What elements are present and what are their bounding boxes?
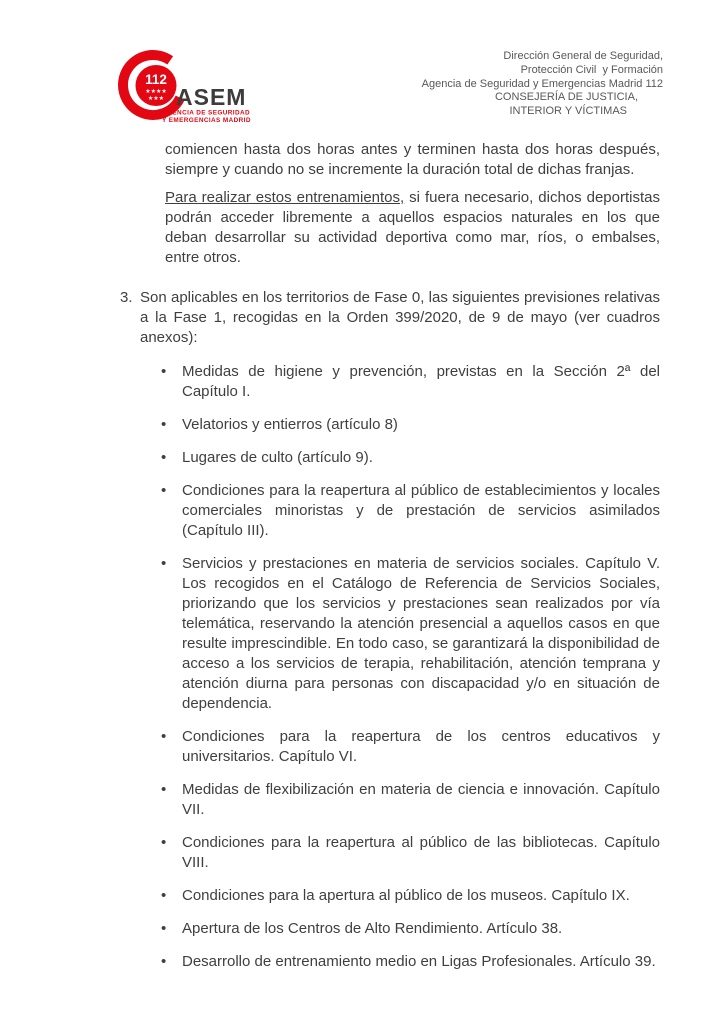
logo-subtitle-line1: AGENCIA DE SEGURIDAD [162, 109, 251, 117]
body-paragraph-1 [165, 140, 660, 180]
asem-logo-graphic [112, 43, 262, 128]
item-number: 3. [120, 289, 133, 306]
org-line-4: CONSEJERÍA DE JUSTICIA, [494, 91, 638, 104]
org-line-1: Dirección General de Seguridad, [503, 50, 663, 62]
paragraph-1-text: comiencen hasta dos horas antes y terminen hasta dos horas después, siempre y cuando no se incremente la duración total de dichas franjas. [165, 141, 660, 178]
numbered-item-3 [120, 288, 660, 348]
madrid-stars-row1: ★★★★ [145, 89, 167, 95]
bullet-list [160, 362, 660, 972]
bullet-item: • Velatorios y entierros (artículo 8) [160, 415, 660, 435]
asem-112-logo [112, 43, 262, 128]
bullet-item: • Desarrollo de entrenamiento medio en Ligas Profesionales. Artículo 39. [160, 952, 660, 972]
org-line-2: Protección Civil y Formación [520, 63, 663, 76]
paragraph-2-underlined-lead: Para realizar estos entrenamientos, [165, 189, 405, 206]
bullet-item: • Condiciones para la reapertura al público de las bibliotecas. Capítulo VIII. [160, 833, 660, 873]
bullet-item: • Servicios y prestaciones en materia de servicios sociales. Capítulo V. Los recogidos en el Catálogo de Referencia de Servicios Sociales, priorizando que los servicios y prestaciones sean realizados por vía telemática, reservando la atención presencial a aquellos casos en que resulte imprescindible. En todo caso, se garantizará la disponibilidad de acceso a los servicios de terapia, rehabilitación, atención temprana y atención diurna para personas con discapacidad y/o en situación de dependencia. [160, 554, 660, 714]
bullet-item: • Condiciones para la reapertura al público de establecimientos y locales comerciales minoristas y de prestación de servicios asimilados (Capítulo III). [160, 481, 660, 541]
org-header [422, 50, 663, 119]
paragraph-2-text: si fuera necesario, dichos deportistas podrán acceder libremente a aquellos espacios naturales en los que deban desarrollar su actividad deportiva como mar, ríos, o embalses, entre otros. [165, 189, 660, 266]
org-line-3: Agencia de Seguridad y Emergencias Madrid 112 [421, 77, 663, 90]
bullet-item: • Medidas de higiene y prevención, previstas en la Sección 2ª del Capítulo I. [160, 362, 660, 402]
bullet-item: • Lugares de culto (artículo 9). [160, 448, 660, 468]
bullet-item: • Medidas de flexibilización en materia de ciencia e innovación. Capítulo VII. [160, 780, 660, 820]
body-paragraph-2 [165, 188, 660, 268]
bullet-item: • Apertura de los Centros de Alto Rendimiento. Artículo 38. [160, 919, 660, 939]
org-line-5: INTERIOR Y VÍCTIMAS [509, 105, 627, 118]
document-body [120, 140, 660, 972]
logo-subtitle-line2: Y EMERGENCIAS MADRID [162, 117, 251, 124]
madrid-stars-row2: ★★★ [147, 96, 165, 102]
numbered-item-text: Son aplicables en los territorios de Fase 0, las siguientes previsiones relativas a la Fase 1, recogidas en la Orden 399/2020, de 9 de mayo (ver cuadros anexos): [140, 289, 660, 346]
logo-acronym: ASEM [176, 84, 247, 110]
bullet-item: • Condiciones para la reapertura de los centros educativos y universitarios. Capítulo VI. [160, 727, 660, 767]
logo-112-number: 112 [145, 72, 167, 87]
bullet-item: • Condiciones para la apertura al público de los museos. Capítulo IX. [160, 886, 660, 906]
